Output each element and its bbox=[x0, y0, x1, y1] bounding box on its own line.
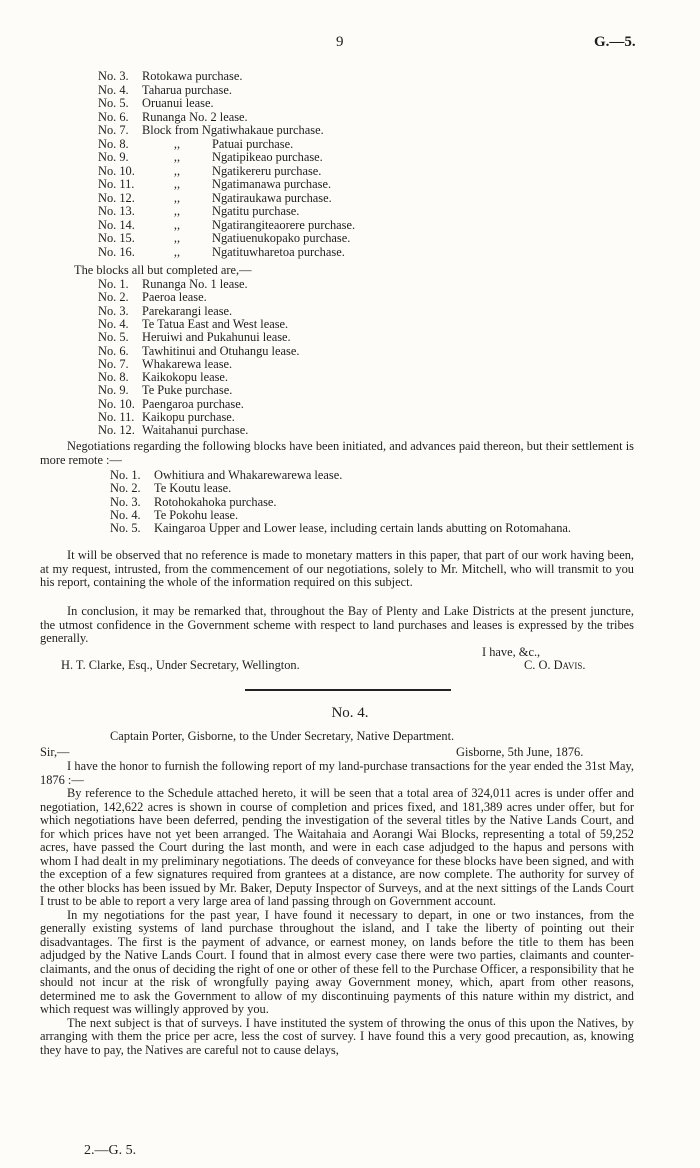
item-text: Patuai purchase. bbox=[212, 136, 294, 151]
item-text: Te Koutu lease. bbox=[154, 481, 232, 496]
item-text: Ngatirangiteaorere purchase. bbox=[212, 217, 356, 232]
item-number: No. 12. bbox=[98, 190, 135, 205]
ditto-mark: ,, bbox=[173, 136, 181, 151]
body-paragraph: In my negotiations for the past year, I have found it necessary to depart, in one or two instances, from the generally existing systems of land purchase throughout the island, and I take the liberty of pointing out their disadvantages. The first is the payment of advance, or earnest money, on lands before the title to them has been adjudged by the Native Lands Court. I found that in almost every case there were two parties, claimants and counter-claimants, and the onus of deciding the right of one or other of these fell to the Purchase Officer, a responsibility that he should not incur at the risk of wrongfully paying away Government money, which, apart from other reasons, determined me to ask the Government to allow of my discontinuing payments of this nature within my district, and which request was willingly approved by you. bbox=[40, 907, 634, 1016]
ditto-mark: ,, bbox=[173, 231, 181, 245]
item-text: Runanga No. 1 lease. bbox=[142, 277, 248, 291]
item-text: Paengaroa purchase. bbox=[142, 396, 244, 411]
item-text: Ngatimanawa purchase. bbox=[212, 177, 332, 191]
item-text: Kaingaroa Upper and Lower lease, including certain lands abutting on Rotomahana. bbox=[154, 521, 572, 536]
item-number: No. 9. bbox=[98, 383, 129, 398]
list-item bbox=[110, 522, 630, 536]
item-text: Block from Ngatiwhakaue purchase. bbox=[142, 123, 324, 137]
item-number: No. 1. bbox=[110, 468, 141, 482]
item-text: Te Tatua East and West lease. bbox=[142, 316, 289, 331]
monetary-paragraph bbox=[40, 549, 634, 590]
signature: C. O. Davis. bbox=[524, 658, 586, 672]
item-number: No. 7. bbox=[98, 356, 129, 371]
letter-subtitle: Captain Porter, Gisborne, to the Under Secretary, Native Department. bbox=[110, 729, 455, 743]
item-text: Te Pokohu lease. bbox=[154, 507, 239, 522]
item-number: No. 16. bbox=[98, 244, 135, 259]
item-text: Ngatitu purchase. bbox=[212, 204, 300, 218]
section-divider bbox=[245, 689, 451, 691]
paragraph-text: Negotiations regarding the following blocks have been initiated, and advances paid thereon, but their settlement is more remote :— bbox=[40, 439, 634, 467]
completed-intro: The blocks all but completed are,— bbox=[74, 263, 252, 277]
list-item bbox=[98, 84, 232, 98]
ditto-mark: ,, bbox=[173, 190, 181, 205]
list-item bbox=[98, 111, 248, 125]
item-text: Parekarangi lease. bbox=[142, 303, 233, 318]
item-number: No. 4. bbox=[98, 316, 129, 331]
item-number: No. 5. bbox=[110, 521, 141, 536]
item-text: Ngatipikeao purchase. bbox=[212, 150, 323, 164]
item-number: No. 15. bbox=[98, 231, 135, 245]
item-text: Kaikopu purchase. bbox=[142, 410, 235, 424]
item-number: No. 10. bbox=[98, 396, 135, 411]
item-number: No. 4. bbox=[98, 82, 129, 97]
item-text: Paeroa lease. bbox=[142, 290, 207, 305]
item-number: No. 6. bbox=[98, 343, 129, 358]
item-number: No. 2. bbox=[98, 290, 129, 305]
list-item bbox=[98, 178, 331, 192]
document-reference: G.—5. bbox=[594, 34, 636, 50]
ditto-mark: ,, bbox=[173, 150, 181, 164]
paragraph-text: In conclusion, it may be remarked that, throughout the Bay of Plenty and Lake Districts at the present juncture, the utmost confidence in the Government scheme with respect to land purchases and leases is expressed by the tribes generally. bbox=[40, 604, 634, 645]
item-number: No. 1. bbox=[98, 277, 129, 291]
item-number: No. 14. bbox=[98, 217, 135, 232]
page-footer-signature: 2.—G. 5. bbox=[84, 1143, 137, 1158]
letter-body bbox=[40, 760, 634, 1057]
item-text: Ngatiraukawa purchase. bbox=[212, 190, 332, 205]
item-number: No. 3. bbox=[98, 303, 129, 318]
item-number: No. 13. bbox=[98, 204, 135, 218]
body-paragraph: I have the honor to furnish the following report of my land-purchase transactions for the year ended the 31st May, 1876 :— bbox=[40, 759, 634, 787]
item-number: No. 6. bbox=[98, 109, 129, 124]
addressee: H. T. Clarke, Esq., Under Secretary, Wellington. bbox=[61, 658, 300, 672]
list-item bbox=[98, 70, 242, 84]
item-text: Te Puke purchase. bbox=[142, 383, 233, 398]
item-text: Waitahanui purchase. bbox=[142, 423, 249, 438]
list-item bbox=[98, 205, 299, 219]
item-number: No. 11. bbox=[98, 177, 135, 191]
paragraph-text: It will be observed that no reference is made to monetary matters in this paper, that part of our work having been, at my request, intrusted, from the commencement of our negotiations, solely to Mr. Mitchell, who will transmit to you his report, containing the whole of the information required on this subject. bbox=[40, 548, 634, 589]
item-number: No. 5. bbox=[98, 330, 129, 345]
item-text: Owhitiura and Whakarewarewa lease. bbox=[154, 468, 343, 482]
ditto-mark: ,, bbox=[173, 163, 181, 178]
item-text: Oruanui lease. bbox=[142, 96, 214, 110]
item-number: No. 3. bbox=[98, 69, 129, 83]
item-number: No. 7. bbox=[98, 123, 129, 137]
ditto-mark: ,, bbox=[173, 217, 181, 232]
item-text: Whakarewa lease. bbox=[142, 356, 233, 371]
ditto-mark: ,, bbox=[173, 177, 181, 191]
salutation: Sir,— bbox=[40, 745, 70, 759]
list-item bbox=[98, 124, 324, 138]
list-item bbox=[98, 192, 332, 206]
item-text: Kaikokopu lease. bbox=[142, 370, 229, 385]
list-item bbox=[98, 246, 345, 260]
body-paragraph: The next subject is that of surveys. I have instituted the system of throwing the onus of this upon the Natives, by arranging with them the price per acre, less the cost of survey. I have found this a very good precaution, as, knowing they have to pay, the Natives are careful not to cause delays, bbox=[40, 1015, 634, 1057]
negotiations-paragraph bbox=[40, 440, 634, 467]
item-number: No. 3. bbox=[110, 494, 141, 509]
item-text: Ngatiuenukopako purchase. bbox=[212, 231, 351, 245]
item-number: No. 2. bbox=[110, 481, 141, 496]
conclusion-paragraph bbox=[40, 605, 634, 646]
item-number: No. 9. bbox=[98, 150, 129, 164]
item-text: Heruiwi and Pukahunui lease. bbox=[142, 330, 291, 345]
letter-number: No. 4. bbox=[331, 705, 369, 721]
page-number: 9 bbox=[336, 34, 344, 50]
item-number: No. 4. bbox=[110, 507, 141, 522]
item-number: No. 5. bbox=[98, 96, 129, 110]
item-number: No. 8. bbox=[98, 136, 129, 151]
list-item bbox=[98, 151, 323, 165]
ditto-mark: ,, bbox=[173, 244, 181, 259]
item-text: Rotohokahoka purchase. bbox=[154, 494, 277, 509]
item-text: Ngatikereru purchase. bbox=[212, 163, 322, 178]
list-item bbox=[98, 219, 355, 233]
list-item bbox=[98, 424, 248, 438]
list-item bbox=[98, 97, 214, 111]
item-text: Taharua purchase. bbox=[142, 82, 232, 97]
body-paragraph: By reference to the Schedule attached hereto, it will be seen that a total area of 324,011 acres is under offer and negotiation, 142,622 acres is shown in course of completion and prices fixed, and 181,389 acres under offer, but for which negotiations have been deferred, pending the investigation of the several titles by the Native Lands Court, and for which prices have not yet been arranged. The Waitahaia and Aorangi Wai Blocks, representing a total of 59,252 acres, have passed the Court during the last month, and were in each case adjudged to the hapus and persons with whom I had dealt in my preliminary negotiations. The deeds of conveyance for these blocks have been signed, and with the exception of a few signatures required from grantees at a distance, are now complete. The authority for survey of the other blocks has been issued by Mr. Baker, Deputy Inspector of Surveys, and at the next sittings of the Lands Court I trust to be able to report a very large area of land passing through on Government account. bbox=[40, 786, 634, 908]
list-item bbox=[98, 232, 350, 246]
item-number: No. 11. bbox=[98, 410, 135, 424]
closing: I have, &c., bbox=[482, 645, 541, 659]
ditto-mark: ,, bbox=[173, 204, 181, 218]
item-text: Ngatituwharetoa purchase. bbox=[212, 244, 345, 259]
list-item bbox=[98, 138, 293, 152]
item-number: No. 8. bbox=[98, 370, 129, 385]
item-text: Tawhitinui and Otuhangu lease. bbox=[142, 343, 300, 358]
item-number: No. 12. bbox=[98, 423, 135, 438]
item-number: No. 10. bbox=[98, 163, 135, 178]
item-text: Runanga No. 2 lease. bbox=[142, 109, 248, 124]
list-item bbox=[98, 165, 321, 179]
place-date: Gisborne, 5th June, 1876. bbox=[456, 745, 584, 759]
item-text: Rotokawa purchase. bbox=[142, 69, 243, 83]
